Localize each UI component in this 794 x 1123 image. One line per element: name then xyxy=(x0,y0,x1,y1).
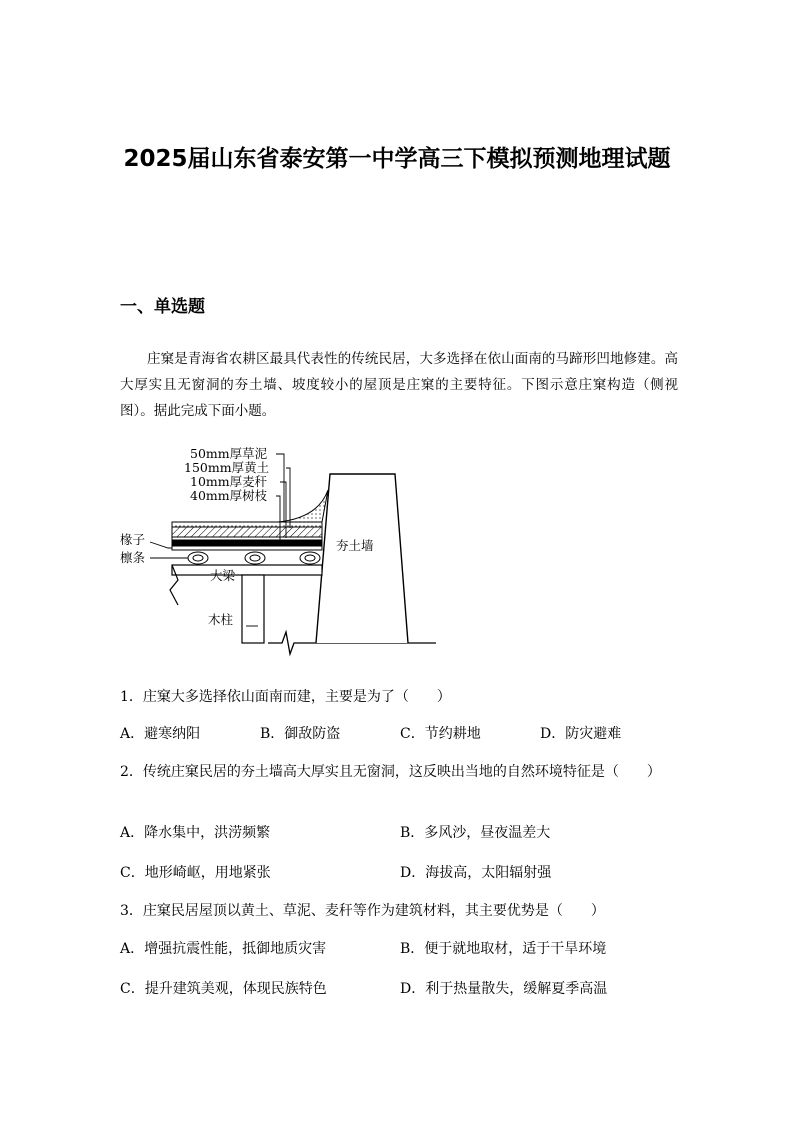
q2-option-d[interactable]: D．海拔高，太阳辐射强 xyxy=(400,865,552,881)
question-1-stem: 1．庄窠大多选择依山面南而建，主要是为了（ ） xyxy=(120,689,451,705)
label-layer1: 50mm厚草泥 xyxy=(190,446,268,461)
q1-option-c[interactable]: C．节约耕地 xyxy=(400,726,481,742)
label-wall: 夯土墙 xyxy=(336,538,374,553)
q3-option-b[interactable]: B．便于就地取材，适于干旱环境 xyxy=(400,941,607,957)
zhuangke-structure-diagram xyxy=(118,440,448,665)
rammed-earth-wall xyxy=(316,474,408,643)
q1-option-d[interactable]: D．防灾避难 xyxy=(540,726,622,742)
q1-option-b[interactable]: B．御敌防盗 xyxy=(260,726,341,742)
label-layer3: 10mm厚麦秆 xyxy=(190,474,268,489)
q3-option-c[interactable]: C．提升建筑美观，体现民族特色 xyxy=(120,981,327,997)
label-column: 木柱 xyxy=(208,612,234,627)
q3-option-d[interactable]: D．利于热量散失，缓解夏季高温 xyxy=(400,981,608,997)
q1-option-a[interactable]: A．避寒纳阳 xyxy=(120,726,201,742)
section-heading: 一、单选题 xyxy=(120,297,205,317)
main-beam xyxy=(172,565,322,575)
label-rafter: 椽子 xyxy=(120,532,146,547)
roof-layer-branch xyxy=(172,540,322,545)
rafter-bar xyxy=(172,546,322,550)
label-purlin: 檩条 xyxy=(120,550,146,565)
q2-option-a[interactable]: A．降水集中，洪涝频繁 xyxy=(120,825,271,841)
page-title: 2025届山东省泰安第一中学高三下模拟预测地理试题 xyxy=(123,146,671,172)
mud-fill xyxy=(278,490,328,522)
question-3-stem: 3．庄窠民居屋顶以黄土、草泥、麦秆等作为建筑材料，其主要优势是（ ） xyxy=(120,903,605,919)
wood-column xyxy=(242,575,264,643)
purlin-logs xyxy=(188,552,320,564)
label-layer2: 150mm厚黄土 xyxy=(184,460,270,475)
label-layer4: 40mm厚树枝 xyxy=(190,488,268,503)
question-2-stem: 2．传统庄窠民居的夯土墙高大厚实且无窗洞，这反映出当地的自然环境特征是（ ） xyxy=(120,764,661,780)
q2-option-b[interactable]: B．多风沙，昼夜温差大 xyxy=(400,825,551,841)
intro-paragraph: 庄窠是青海省农耕区最具代表性的传统民居，大多选择在依山面南的马蹄形凹地修建。高大厚实且无窗洞的夯土墙、坡度较小的屋顶是庄窠的主要特征。下图示意庄窠构造（侧视图）。据此完成下面小题。 xyxy=(120,351,678,419)
q3-option-a[interactable]: A．增强抗震性能，抵御地质灾害 xyxy=(120,941,327,957)
q2-option-c[interactable]: C．地形崎岖，用地紧张 xyxy=(120,865,271,881)
roof-layer-loess xyxy=(172,527,322,537)
roof-layer-mud xyxy=(172,522,322,527)
label-beam: 大梁 xyxy=(210,568,236,583)
